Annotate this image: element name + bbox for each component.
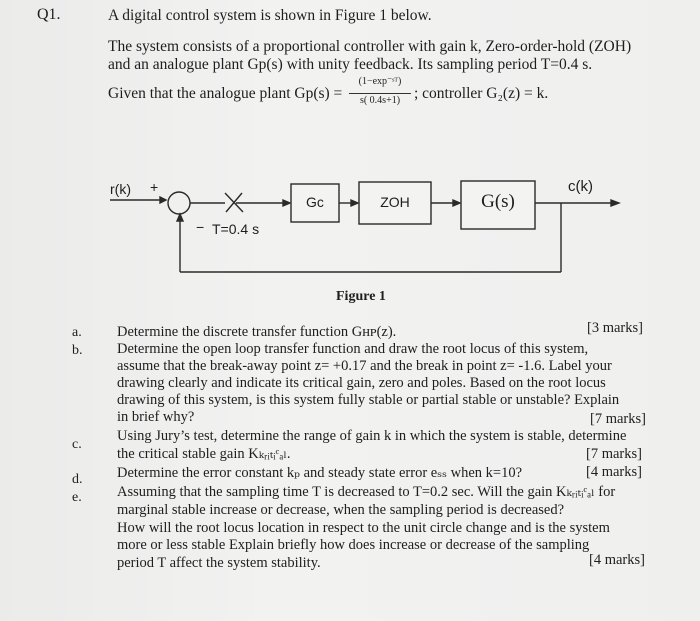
part-b-line-3: drawing clearly and indicate its critical gain, zero and poles. Based on the root locus xyxy=(117,375,606,391)
part-c-line-1: Using Jury’s test, determine the range of gain k in which the system is stable, determine xyxy=(117,428,627,444)
part-e-line-4: more or less stable Explain briefly how does increase or decrease of the sampling xyxy=(117,537,590,553)
part-e-line-5: period T affect the system stability. xyxy=(117,555,321,571)
question-number: Q1. xyxy=(37,6,61,23)
question-line-2: The system consists of a proportional controller with gain k, Zero-order-hold (ZOH) xyxy=(108,38,632,55)
block-diagram xyxy=(0,0,700,300)
part-e-marks: [4 marks] xyxy=(589,552,645,568)
part-b-line-2: assume that the break-away point z= +0.17 and the break in point z= -1.6. Label your xyxy=(117,358,612,374)
part-b-line-1: Determine the open loop transfer function and draw the root locus of this system, xyxy=(117,341,589,357)
question-intro: A digital control system is shown in Figure 1 below. xyxy=(108,7,432,24)
part-c-line-2: the critical stable gain Kₖᵣᵢₜᵢᶜₐₗ. xyxy=(117,446,291,462)
fraction-numerator: (1−exp⁻ˢᵀ) xyxy=(358,76,402,87)
part-b-marks: [7 marks] xyxy=(590,411,646,427)
part-a-letter: a. xyxy=(72,325,82,340)
part-c-letter: c. xyxy=(72,437,82,452)
part-e-line-3: How will the root locus location in respect to the unit circle change and is the system xyxy=(117,520,610,536)
zoh-block-label: ZOH xyxy=(380,194,410,210)
output-label: c(k) xyxy=(568,178,593,195)
part-b-letter: b. xyxy=(72,343,83,358)
output-arrow xyxy=(611,200,619,206)
part-b-line-4: drawing of this system, is this system fully stable or partial stable or unstable? Explain xyxy=(117,392,620,408)
fraction-denominator: s( 0.4s+1) xyxy=(359,95,401,106)
minus-sign: − xyxy=(196,219,205,235)
part-a-line-1: Determine the discrete transfer function Gʜᴘ(z). xyxy=(117,324,397,340)
part-e-line-1: Assuming that the sampling time T is decreased to T=0.2 sec. Will the gain Kₖᵣᵢₜᵢᶜₐₗ for xyxy=(117,484,616,500)
part-d-line-1: Determine the error constant kₚ and steady state error eₛₛ when k=10? xyxy=(117,465,523,481)
input-arrow xyxy=(160,197,166,203)
part-e-letter: e. xyxy=(72,490,82,505)
part-a-marks: [3 marks] xyxy=(587,320,643,336)
sampler-period-label: T=0.4 s xyxy=(212,221,260,237)
given-prefix: Given that the analogue plant Gp(s) = xyxy=(108,85,343,102)
part-b-line-5: in brief why? xyxy=(117,409,195,425)
figure-caption: Figure 1 xyxy=(336,289,386,304)
part-c-marks: [7 marks] xyxy=(586,446,642,462)
input-label: r(k) xyxy=(110,181,131,197)
question-line-3: and an analogue plant Gp(s) with unity feedback. Its sampling period T=0.4 s. xyxy=(108,56,593,73)
summing-junction xyxy=(168,192,190,214)
part-d-letter: d. xyxy=(72,472,83,487)
gc-block-label: Gc xyxy=(306,194,324,210)
plus-sign: + xyxy=(150,179,159,195)
gs-block-label: G(s) xyxy=(481,191,515,212)
given-suffix: ; controller G₂(z) = k. xyxy=(414,85,549,102)
part-d-marks: [4 marks] xyxy=(586,464,642,480)
part-e-line-2: marginal stable increase or decrease, when the sampling period is decreased? xyxy=(117,502,565,518)
